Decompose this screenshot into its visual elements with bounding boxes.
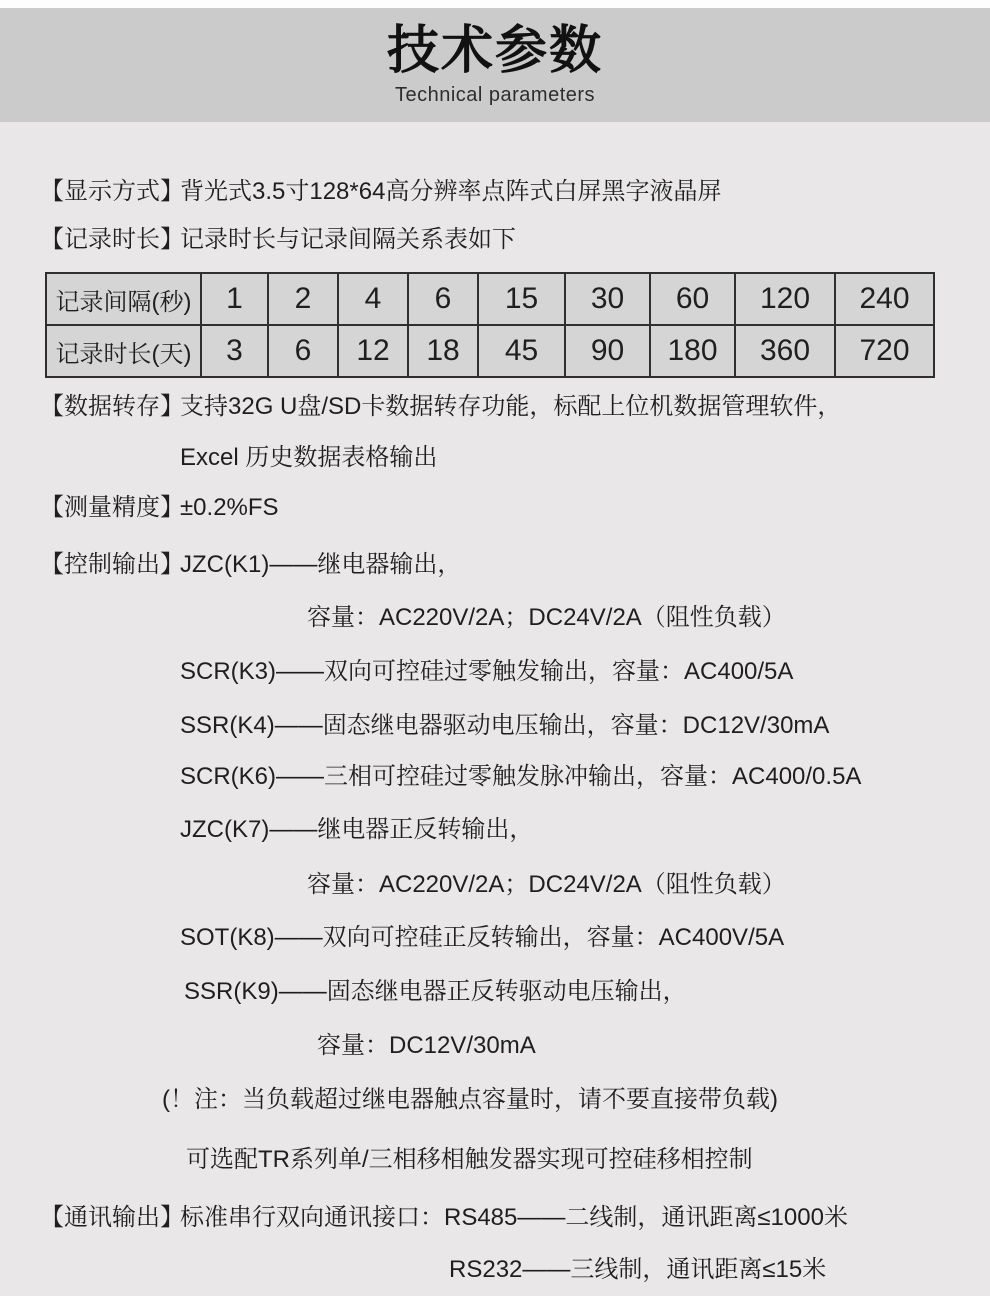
control-output-k1: JZC(K1)——继电器输出， <box>180 551 462 578</box>
spec-line-control-output <box>40 551 462 578</box>
spec-label-control-output: 【控制输出】 <box>40 551 184 578</box>
spec-label-display: 【显示方式】 <box>40 178 184 205</box>
control-output-k7-capacity: 容量：AC220V/2A；DC24V/2A（阻性负载） <box>307 871 786 898</box>
spec-text-data-transfer-cont: Excel 历史数据表格输出 <box>180 444 438 471</box>
cell-interval-3: 4 <box>338 273 408 325</box>
spec-line-data-transfer <box>40 393 842 420</box>
spec-label-accuracy: 【测量精度】 <box>40 494 184 521</box>
cell-duration-9: 720 <box>835 325 934 377</box>
spec-label-data-transfer: 【数据转存】 <box>40 393 184 420</box>
cell-interval-6: 30 <box>565 273 650 325</box>
record-interval-table <box>45 272 935 378</box>
cell-duration-8: 360 <box>735 325 835 377</box>
control-output-k4: SSR(K4)——固态继电器驱动电压输出，容量：DC12V/30mA <box>180 712 830 739</box>
table-row-duration <box>46 325 934 377</box>
cell-duration-4: 18 <box>408 325 478 377</box>
spec-line-comm-output <box>40 1204 848 1231</box>
control-output-k9-capacity: 容量：DC12V/30mA <box>317 1032 536 1059</box>
top-white-strip <box>0 0 990 8</box>
spec-text-comm-output-cont: RS232——三线制，通讯距离≤15米 <box>449 1256 827 1283</box>
control-output-k7: JZC(K7)——继电器正反转输出， <box>180 816 534 843</box>
spec-text-record: 记录时长与记录间隔关系表如下 <box>180 226 516 253</box>
spec-line-display <box>40 178 722 205</box>
spec-text-data-transfer: 支持32G U盘/SD卡数据转存功能，标配上位机数据管理软件， <box>180 393 842 420</box>
spec-text-accuracy: ±0.2%FS <box>180 494 279 521</box>
title-band <box>0 8 990 122</box>
control-output-k6: SCR(K6)——三相可控硅过零触发脉冲输出，容量：AC400/0.5A <box>180 763 862 790</box>
control-output-k3: SCR(K3)——双向可控硅过零触发输出，容量：AC400/5A <box>180 658 794 685</box>
cell-interval-9: 240 <box>835 273 934 325</box>
cell-duration-1: 3 <box>201 325 268 377</box>
cell-duration-5: 45 <box>478 325 565 377</box>
control-output-k9: SSR(K9)——固态继电器正反转驱动电压输出， <box>184 978 687 1005</box>
cell-interval-4: 6 <box>408 273 478 325</box>
spec-text-comm-output: 标准串行双向通讯接口：RS485——二线制，通讯距离≤1000米 <box>180 1204 848 1231</box>
cell-interval-1: 1 <box>201 273 268 325</box>
spec-label-record: 【记录时长】 <box>40 226 184 253</box>
cell-duration-3: 12 <box>338 325 408 377</box>
control-output-k8: SOT(K8)——双向可控硅正反转输出，容量：AC400V/5A <box>180 924 785 951</box>
cell-duration-7: 180 <box>650 325 735 377</box>
spec-label-comm-output: 【通讯输出】 <box>40 1204 184 1231</box>
control-output-k1-capacity: 容量：AC220V/2A；DC24V/2A（阻性负载） <box>307 604 786 631</box>
spec-line-record <box>40 226 516 253</box>
table-row-interval <box>46 273 934 325</box>
control-output-note: (！注：当负载超过继电器触点容量时，请不要直接带负载) <box>162 1086 778 1113</box>
cell-interval-5: 15 <box>478 273 565 325</box>
cell-interval-2: 2 <box>268 273 338 325</box>
spec-text-display: 背光式3.5寸128*64高分辨率点阵式白屏黑字液晶屏 <box>180 178 722 205</box>
cell-duration-6: 90 <box>565 325 650 377</box>
row-header-interval: 记录间隔(秒) <box>46 273 201 325</box>
page-title: 技术参数 <box>386 21 603 80</box>
cell-interval-7: 60 <box>650 273 735 325</box>
row-header-duration: 记录时长(天) <box>46 325 201 377</box>
page-subtitle: Technical parameters <box>394 84 596 107</box>
spec-line-accuracy <box>40 494 279 521</box>
control-output-optional: 可选配TR系列单/三相移相触发器实现可控硅移相控制 <box>186 1146 753 1173</box>
cell-interval-8: 120 <box>735 273 835 325</box>
cell-duration-2: 6 <box>268 325 338 377</box>
